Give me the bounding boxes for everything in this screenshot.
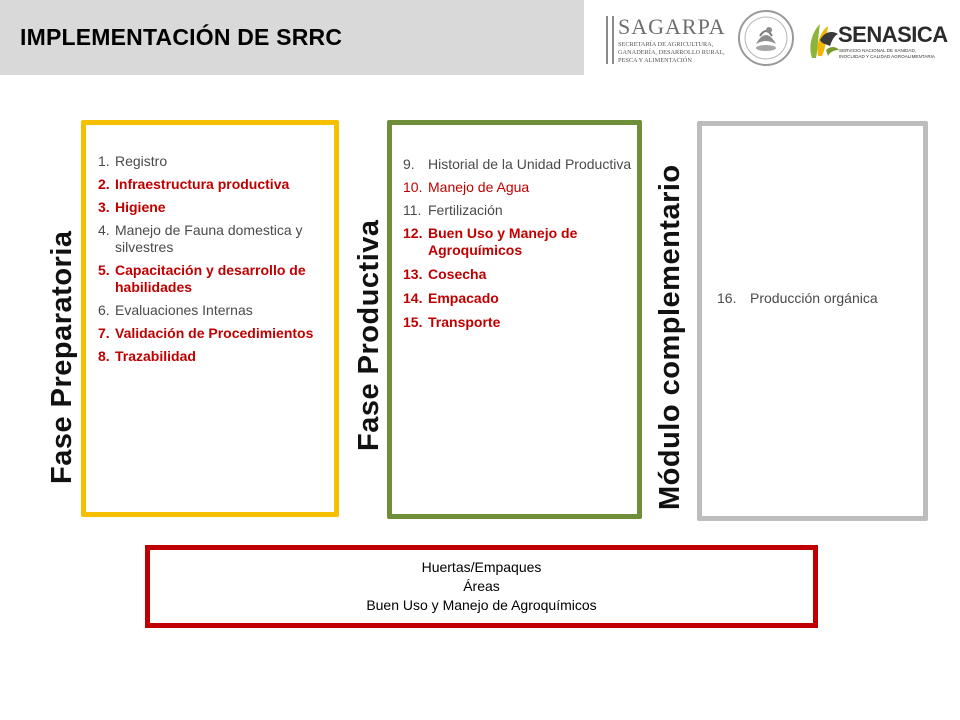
list-item: [98, 348, 328, 365]
list-item: [98, 153, 328, 170]
phase-list-productiva: [403, 156, 635, 338]
list-item: [403, 290, 635, 307]
phase-label-productiva: Fase Productiva: [353, 219, 385, 451]
mexico-coat-of-arms-seal-icon: [736, 8, 796, 68]
list-item: [98, 222, 328, 256]
phase-label-preparatoria: Fase Preparatoria: [46, 230, 78, 484]
scope-box: [145, 545, 818, 628]
list-item-text: Manejo de Agua: [428, 179, 530, 195]
list-item: [403, 266, 635, 283]
list-item-number: 16.: [717, 290, 737, 306]
list-item-text: Trazabilidad: [115, 348, 196, 364]
scope-line: Buen Uso y Manejo de Agroquímicos: [366, 597, 597, 613]
list-item-number: 4.: [98, 222, 110, 238]
list-item-text: Historial de la Unidad Productiva: [428, 156, 632, 172]
list-item-text: Registro: [115, 153, 168, 169]
list-item-number: 5.: [98, 262, 110, 278]
phase-label-complementario: Módulo complementario: [654, 164, 686, 510]
list-item: [98, 176, 328, 193]
list-item: [98, 199, 328, 216]
list-item-text: Evaluaciones Internas: [115, 302, 253, 318]
list-item: [717, 290, 917, 307]
list-item: [403, 202, 635, 219]
senasica-logo: [806, 20, 956, 72]
list-item: [403, 179, 635, 196]
list-item: [403, 314, 635, 331]
list-item-number: 2.: [98, 176, 110, 192]
list-item: [403, 225, 635, 259]
list-item-text: Cosecha: [428, 266, 487, 282]
phase-box-complementario: [697, 121, 928, 521]
list-item-text: Infraestructura productiva: [115, 176, 290, 192]
list-item-text: Transporte: [428, 314, 501, 330]
list-item-text: Capacitación y desarrollo de habilidades: [115, 262, 306, 295]
scope-line: Huertas/Empaques: [421, 559, 542, 575]
list-item-number: 15.: [403, 314, 423, 330]
list-item-number: 12.: [403, 225, 423, 241]
list-item-number: 11.: [403, 202, 422, 218]
list-item-number: 3.: [98, 199, 110, 215]
list-item-number: 6.: [98, 302, 110, 318]
sagarpa-subtitle-line: PESCA Y ALIMENTACIÓN: [618, 57, 692, 64]
list-item-text: Empacado: [428, 290, 499, 306]
sagarpa-bars-icon: [606, 16, 614, 64]
scope-line: Áreas: [463, 578, 500, 594]
corn-cattle-logo-icon: [806, 20, 840, 60]
senasica-subtitle-line: SERVICIO NACIONAL DE SANIDAD,: [839, 48, 917, 53]
list-item-number: 8.: [98, 348, 110, 364]
list-item: [98, 325, 328, 342]
list-item-text: Fertilización: [428, 202, 503, 218]
senasica-name: SENASICA: [838, 22, 948, 47]
list-item-number: 10.: [403, 179, 423, 195]
sagarpa-subtitle-line: SECRETARÍA DE AGRICULTURA,: [618, 41, 714, 48]
list-item-text: Producción orgánica: [750, 290, 878, 306]
sagarpa-name: SAGARPA: [618, 14, 726, 39]
list-item-text: Buen Uso y Manejo de Agroquímicos: [428, 225, 578, 258]
list-item-number: 1.: [98, 153, 110, 169]
title-band: [0, 0, 584, 75]
sagarpa-logo: [606, 14, 726, 72]
list-item-text: Higiene: [115, 199, 166, 215]
list-item: [98, 262, 328, 296]
list-item-number: 9.: [403, 156, 415, 172]
sagarpa-subtitle-line: GANADERÍA, DESARROLLO RURAL,: [618, 49, 725, 56]
list-item: [98, 302, 328, 319]
sagarpa-subtitle: [618, 41, 730, 65]
list-item-number: 14.: [403, 290, 423, 306]
list-item: [403, 156, 635, 173]
senasica-subtitle: [839, 48, 959, 60]
page-title: IMPLEMENTACIÓN DE SRRC: [20, 24, 343, 50]
list-item-number: 13.: [403, 266, 423, 282]
phase-list-complementario: [717, 290, 917, 313]
list-item-number: 7.: [98, 325, 110, 341]
senasica-subtitle-line: INOCUIDAD Y CALIDAD AGROALIMENTARIA: [839, 54, 935, 59]
logo-area: [596, 6, 960, 72]
phase-list-preparatoria: [98, 153, 328, 371]
list-item-text: Validación de Procedimientos: [115, 325, 314, 341]
list-item-text: Manejo de Fauna domestica y silvestres: [115, 222, 303, 255]
